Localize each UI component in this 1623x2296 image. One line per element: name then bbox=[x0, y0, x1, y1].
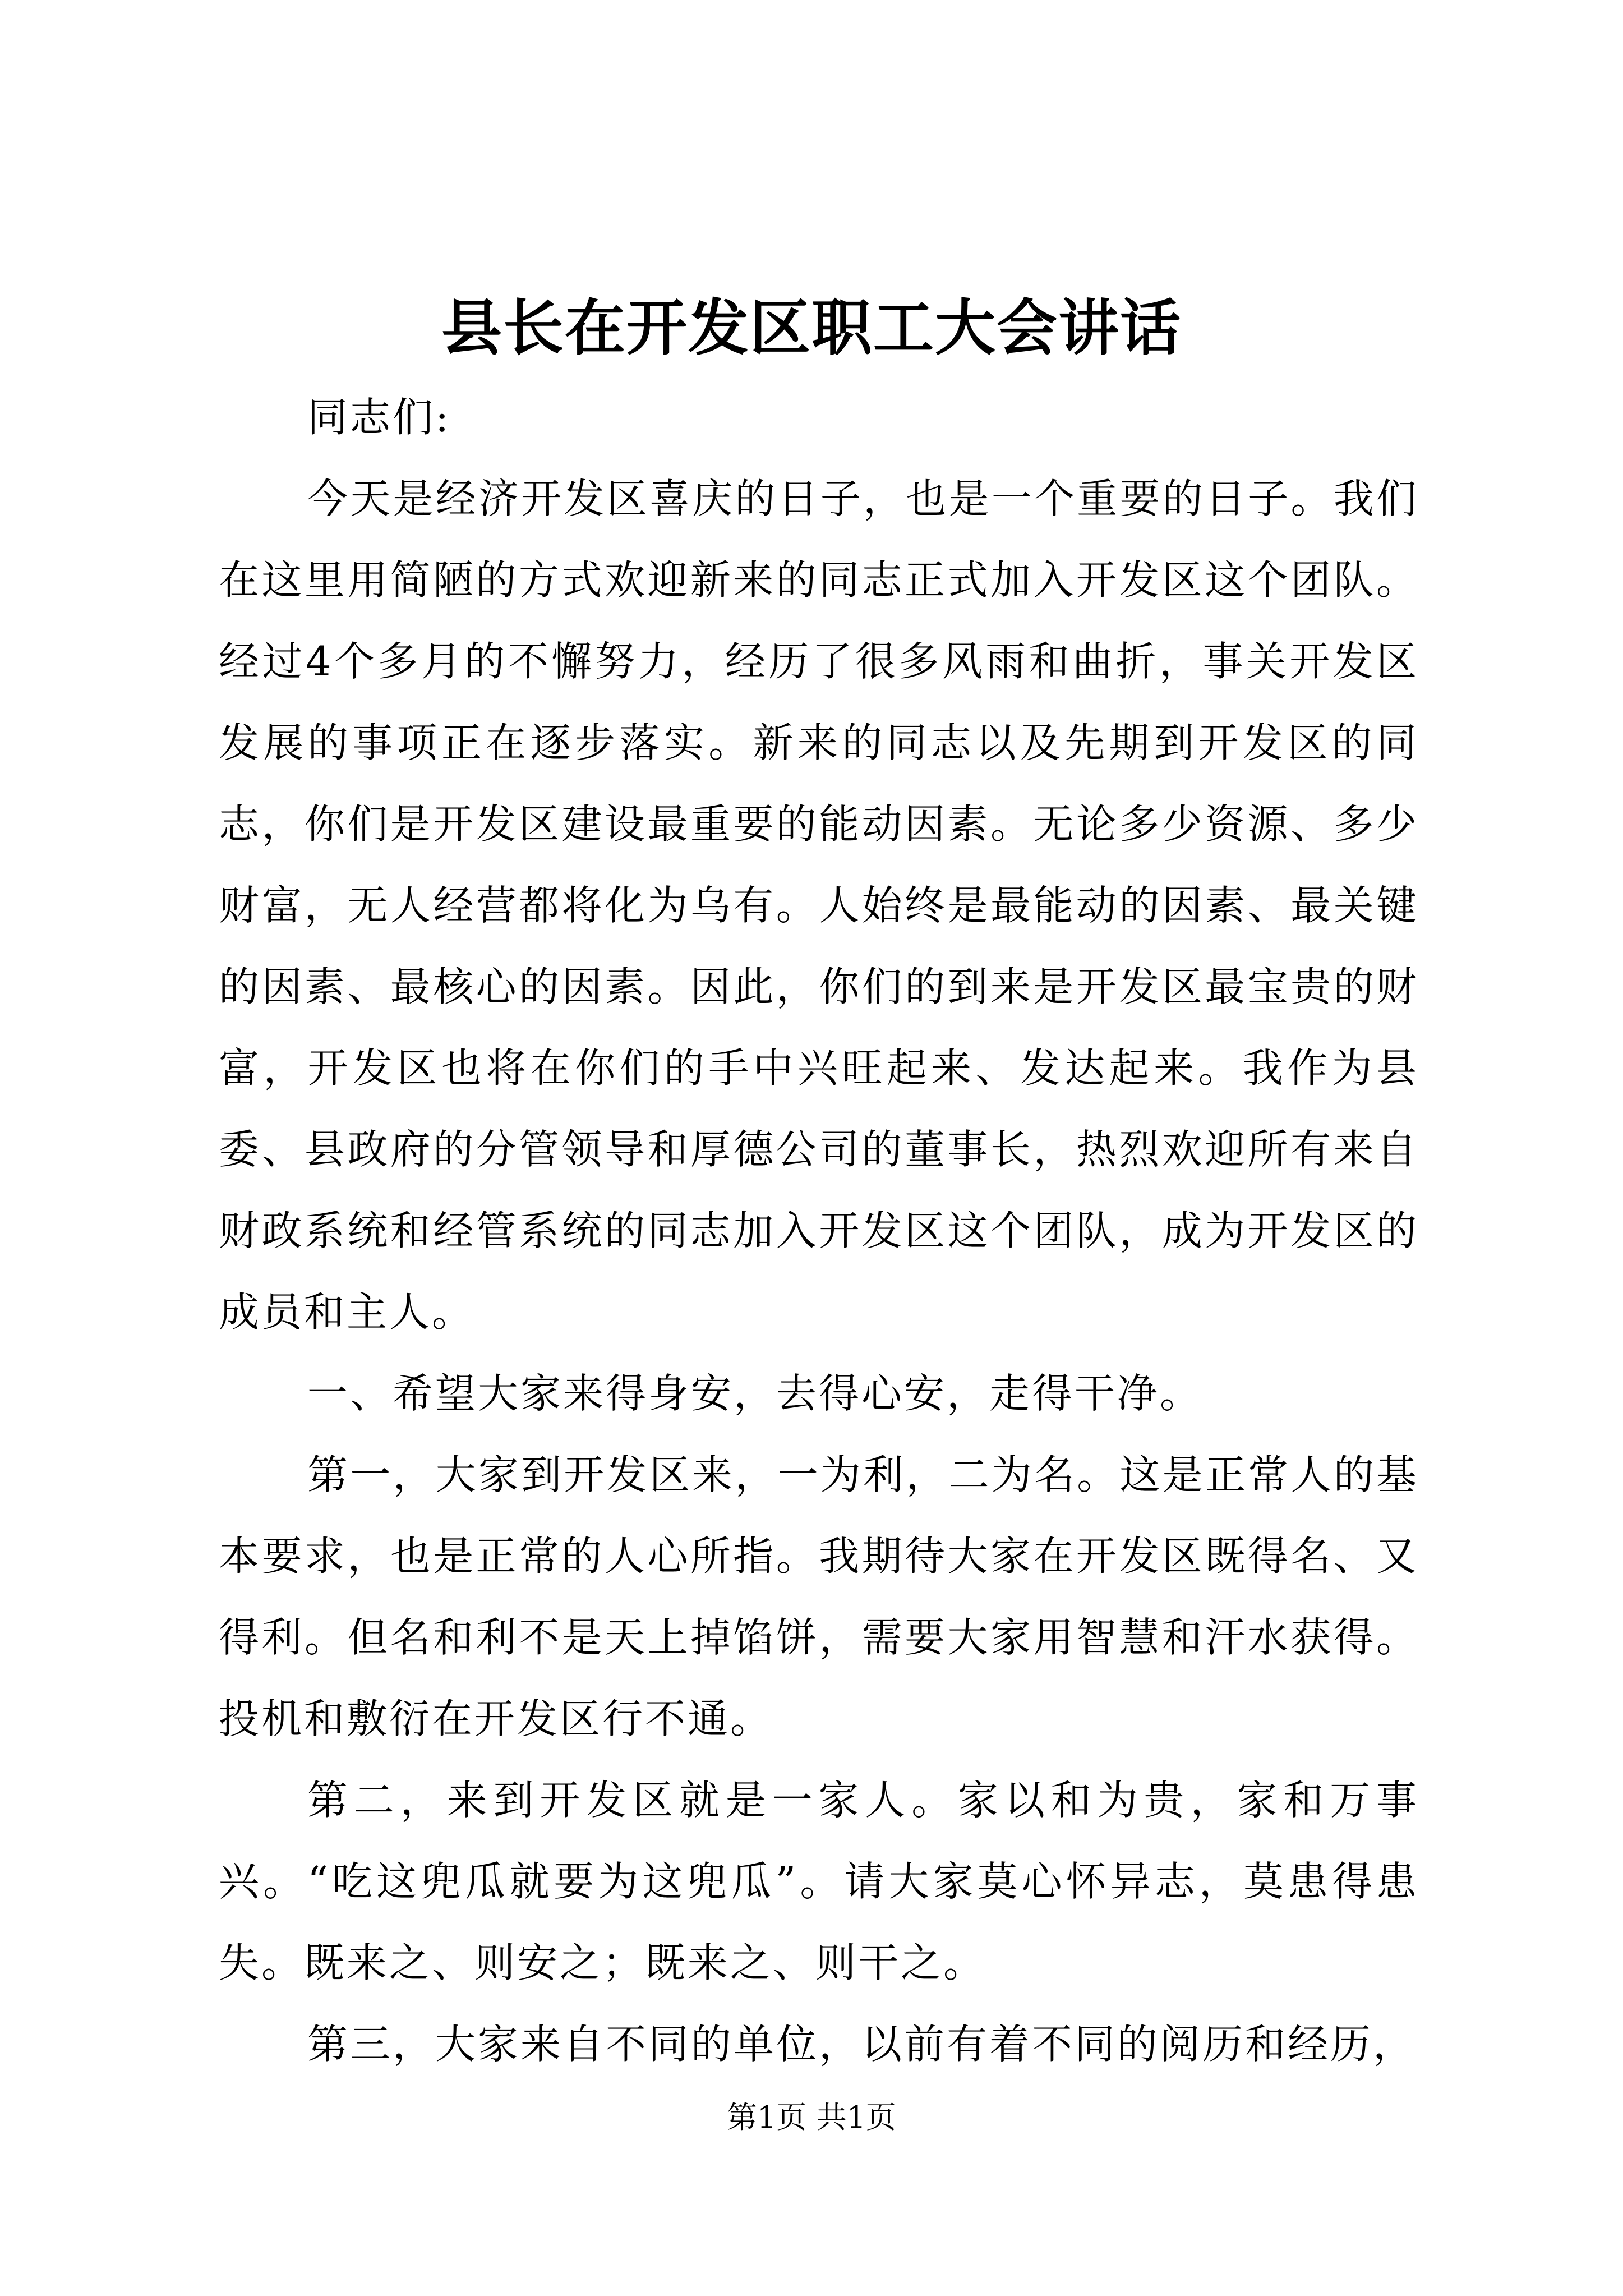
point-two-paragraph: 第二，来到开发区就是一家人。家以和为贵，家和万事兴。“吃这兜瓜就要为这兜瓜”。请大家莫心怀异志，莫患得患失。既来之、则安之；既来之、则干之。 bbox=[219, 1777, 1419, 1986]
section-heading-one: 一、希望大家来得身安，去得心安，走得干净。 bbox=[307, 1370, 1203, 1417]
document-body bbox=[219, 377, 1419, 2085]
document-title: 县长在开发区职工大会讲话 bbox=[441, 293, 1182, 364]
opening-paragraph: 今天是经济开发区喜庆的日子，也是一个重要的日子。我们在这里用简陋的方式欢迎新来的同志正式加入开发区这个团队。经过4个多月的不懈努力，经历了很多风雨和曲折，事关开发区发展的事项正在逐步落实。新来的同志以及先期到开发区的同志，你们是开发区建设最重要的能动因素。无论多少资源、多少财富，无人经营都将化为乌有。人始终是最能动的因素、最关键的因素、最核心的因素。因此，你们的到来是开发区最宝贵的财富，开发区也将在你们的手中兴旺起来、发达起来。我作为县委、县政府的分管领导和厚德公司的董事长，热烈欢迎所有来自财政系统和经管系统的同志加入开发区这个团队，成为开发区的成员和主人。 bbox=[219, 475, 1419, 1336]
page-footer: 第1页 共1页 bbox=[727, 2100, 896, 2135]
salutation-paragraph: 同志们: bbox=[307, 394, 451, 441]
point-three-paragraph: 第三，大家来自不同的单位，以前有着不同的阅历和经历， bbox=[307, 2021, 1416, 2068]
point-one-paragraph: 第一，大家到开发区来，一为利，二为名。这是正常人的基本要求，也是正常的人心所指。我期待大家在开发区既得名、又得利。但名和利不是天上掉馅饼，需要大家用智慧和汗水获得。投机和敷衍在开发区行不通。 bbox=[219, 1451, 1419, 1742]
